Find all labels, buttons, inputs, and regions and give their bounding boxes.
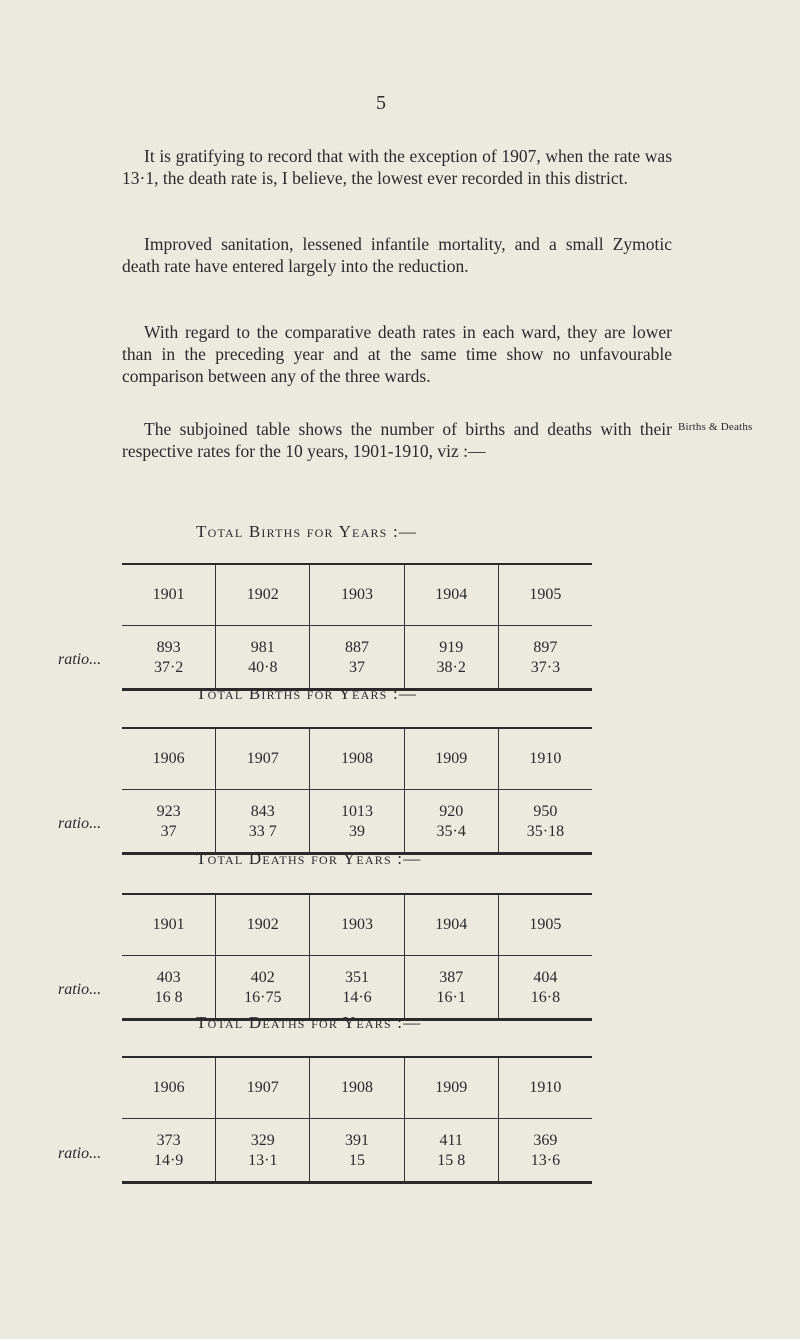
table-3-title: Total Deaths for Years :— — [196, 849, 422, 868]
margin-note: Births & Deaths — [678, 421, 753, 433]
count-value: 893 — [156, 639, 181, 656]
ratio-value: 33 7 — [248, 823, 277, 840]
ratio-value: 35·4 — [436, 823, 466, 840]
value-cell — [498, 626, 592, 688]
table-2-title: Total Births for Years :— — [196, 684, 418, 703]
ratio-value: 15 — [349, 1152, 365, 1169]
ratio-value: 35·18 — [526, 823, 565, 840]
value-cell — [122, 1119, 215, 1181]
year-cell: 1904 — [404, 895, 498, 956]
ratio-label: ratio... — [58, 981, 102, 998]
count-value: 351 — [345, 969, 369, 986]
ratio-value: 13·6 — [530, 1152, 561, 1169]
count-value: 329 — [250, 1132, 275, 1149]
paragraph-2: Improved sanitation, lessened infantile mortality, and a small Zymotic death rate have entered largely into the reduction. — [122, 234, 672, 276]
births-table-1906-1910 — [122, 727, 592, 855]
value-row — [122, 956, 592, 1018]
year-cell: 1905 — [498, 895, 592, 956]
year-cell: 1907 — [215, 729, 309, 790]
year-cell: 1903 — [309, 565, 403, 626]
year-cell: 1901 — [122, 565, 215, 626]
count-value: 402 — [250, 969, 275, 986]
page-number: 5 — [376, 92, 386, 114]
ratio-value: 37 — [160, 823, 177, 840]
year-header-row — [122, 895, 592, 956]
year-cell: 1907 — [215, 1058, 309, 1119]
ratio-value: 37·2 — [153, 659, 184, 676]
table-1-title: Total Births for Years :— — [196, 522, 418, 541]
value-cell — [122, 790, 215, 852]
value-cell — [215, 956, 309, 1018]
ratio-value: 37 — [349, 659, 365, 676]
year-cell: 1908 — [309, 729, 403, 790]
value-cell — [309, 790, 403, 852]
year-cell: 1905 — [498, 565, 592, 626]
year-cell: 1909 — [404, 1058, 498, 1119]
year-cell: 1910 — [498, 1058, 592, 1119]
ratio-value: 14·6 — [342, 989, 372, 1006]
value-cell — [215, 626, 309, 688]
count-value: 981 — [250, 639, 275, 656]
paragraph-3: With regard to the comparative death rates in each ward, they are lower than in the preceding year and at the same time show no unfavourable comparison between any of the three wards. — [122, 322, 672, 386]
count-value: 897 — [533, 639, 558, 656]
value-cell — [309, 1119, 403, 1181]
year-cell: 1909 — [404, 729, 498, 790]
paragraph-1: It is gratifying to record that with the exception of 1907, when the rate was 13·1, the death rate is, I believe, the lowest ever recorded in this district. — [122, 146, 672, 188]
value-cell — [404, 956, 498, 1018]
value-cell — [498, 790, 592, 852]
value-cell — [498, 956, 592, 1018]
value-cell — [498, 1119, 592, 1181]
year-header-row — [122, 565, 592, 626]
count-value: 950 — [533, 803, 558, 820]
ratio-value: 16 8 — [154, 989, 183, 1006]
year-cell: 1901 — [122, 895, 215, 956]
count-value: 403 — [156, 969, 181, 986]
ratio-value: 13·1 — [248, 1152, 278, 1169]
count-value: 369 — [533, 1132, 558, 1149]
value-row — [122, 626, 592, 688]
count-value: 404 — [533, 969, 558, 986]
year-cell: 1908 — [309, 1058, 403, 1119]
ratio-value: 39 — [349, 823, 365, 840]
count-value: 391 — [345, 1132, 369, 1149]
year-cell: 1906 — [122, 729, 215, 790]
table-4-title: Total Deaths for Years :— — [196, 1013, 422, 1032]
ratio-label: ratio... — [58, 651, 102, 668]
year-cell: 1902 — [215, 565, 309, 626]
value-cell — [309, 626, 403, 688]
value-cell — [404, 626, 498, 688]
ratio-value: 40·8 — [248, 659, 278, 676]
deaths-table-1906-1910 — [122, 1056, 592, 1184]
ratio-label: ratio... — [58, 1145, 102, 1162]
value-cell — [122, 956, 215, 1018]
births-table-1901-1905 — [122, 563, 592, 691]
ratio-label: ratio... — [58, 815, 102, 832]
ratio-value: 38·2 — [436, 659, 466, 676]
year-cell: 1904 — [404, 565, 498, 626]
value-cell — [404, 790, 498, 852]
count-value: 387 — [439, 969, 464, 986]
year-cell: 1910 — [498, 729, 592, 790]
value-row — [122, 790, 592, 852]
count-value: 887 — [345, 639, 369, 656]
count-value: 373 — [156, 1132, 181, 1149]
count-value: 923 — [156, 803, 181, 820]
paragraph-4: The subjoined table shows the number of births and deaths with their respective rates for the 10 years, 1901-1910, viz :— — [122, 419, 672, 461]
ratio-value: 15 8 — [437, 1152, 466, 1169]
count-value: 843 — [250, 803, 275, 820]
year-header-row — [122, 729, 592, 790]
ratio-value: 37·3 — [530, 659, 561, 676]
value-cell — [404, 1119, 498, 1181]
year-cell: 1902 — [215, 895, 309, 956]
count-value: 1013 — [341, 803, 373, 820]
value-cell — [122, 626, 215, 688]
year-cell: 1903 — [309, 895, 403, 956]
count-value: 920 — [439, 803, 464, 820]
value-cell — [309, 956, 403, 1018]
value-cell — [215, 790, 309, 852]
year-header-row — [122, 1058, 592, 1119]
value-cell — [215, 1119, 309, 1181]
ratio-value: 14·9 — [153, 1152, 184, 1169]
count-value: 411 — [439, 1132, 463, 1149]
ratio-value: 16·75 — [244, 989, 282, 1006]
ratio-value: 16·8 — [530, 989, 561, 1006]
deaths-table-1901-1905 — [122, 893, 592, 1021]
year-cell: 1906 — [122, 1058, 215, 1119]
ratio-value: 16·1 — [436, 989, 466, 1006]
value-row — [122, 1119, 592, 1181]
count-value: 919 — [439, 639, 464, 656]
